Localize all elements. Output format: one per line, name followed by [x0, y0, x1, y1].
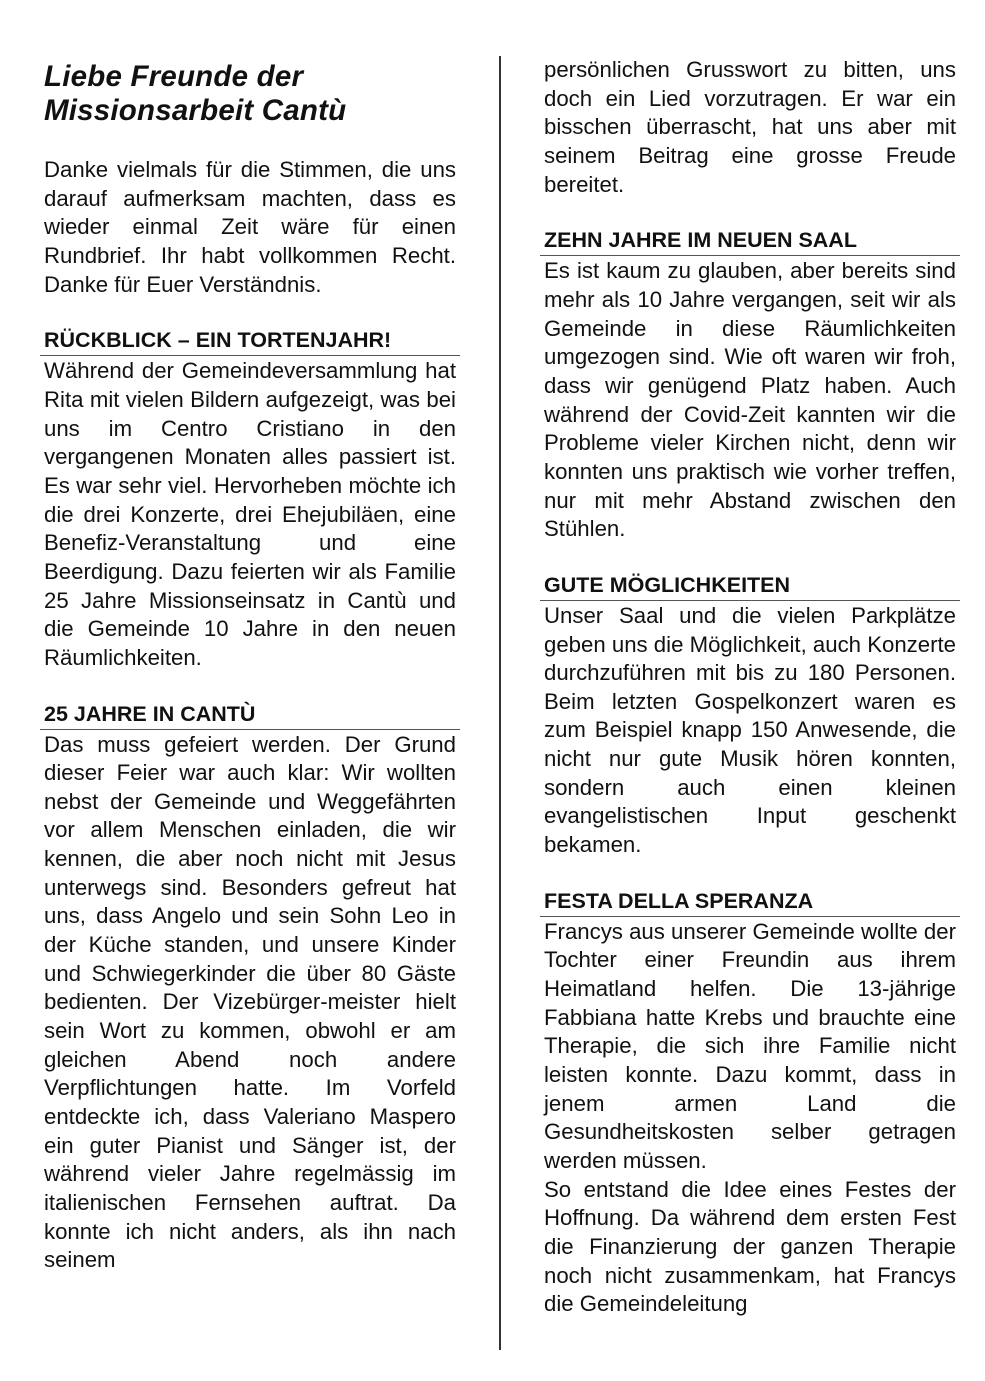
section-paragraph: Während der Gemeindeversammlung hat Rita mit vielen Bildern aufgezeigt, was bei uns im Centro Cristiano in den vergangenen Monaten alles passiert ist. Es war sehr viel. Hervorheben möchte ich die drei Konzerte, drei Ehejubiläen, eine Benefiz-Veranstaltung und eine Beerdigung. Dazu feierten wir als Familie 25 Jahre Missionseinsatz in Cantù und die Gemeinde 10 Jahre in den neuen Räumlichkeiten.: [44, 358, 456, 670]
column-divider: [499, 56, 501, 1350]
section-heading: FESTA DELLA SPERANZA: [544, 888, 956, 916]
section-heading: 25 JAHRE IN CANTÙ: [44, 701, 456, 729]
section-25-jahre: [44, 701, 456, 1275]
section-zehn-jahre: [544, 227, 956, 544]
section-gute-moeglichkeiten: [544, 572, 956, 860]
section-paragraph: Es ist kaum zu glauben, aber bereits sind mehr als 10 Jahre vergangen, seit wir als Gemeinde in diese Räumlichkeiten umgezogen sind. Wie oft waren wir froh, dass wir genügend Platz haben. Auch während der Covid-Zeit kannten wir die Probleme vieler Kirchen nicht, denn wir konnten uns praktisch wie vorher treffen, nur mit mehr Abstand zwischen den Stühlen.: [544, 258, 956, 542]
section-paragraph: So entstand die Idee eines Festes der Hoffnung. Da während dem ersten Fest die Finanzierung der ganzen Therapie noch nicht zusammenkam, hat Francys die Gemeindeleitung: [544, 1176, 956, 1317]
section-paragraph-continued: persönlichen Grusswort zu bitten, uns doch ein Lied vorzutragen. Er war ein bisschen überrascht, hat uns aber mit seinem Beitrag eine grosse Freude bereitet.: [544, 57, 956, 197]
left-column: [44, 56, 456, 1275]
section-heading: ZEHN JAHRE IM NEUEN SAAL: [544, 227, 956, 255]
section-paragraph: Das muss gefeiert werden. Der Grund dieser Feier war auch klar: Wir wollten nebst der Gemeinde und Weggefährten vor allem Menschen einladen, die wir kennen, die aber noch nicht mit Jesus unterwegs sind. Besonders gefreut hat uns, dass Angelo und sein Sohn Leo in der Küche standen, und unsere Kinder und Schwiegerkinder die über 80 Gäste bedienten. Der Vizebürger-meister hielt sein Wort zu kommen, obwohl er am gleichen Abend noch andere Verpflichtungen hatte. Im Vorfeld entdeckte ich, dass Valeriano Maspero ein guter Pianist und Sänger ist, der während vieler Jahre regelmässig im italienischen Fernsehen auftrat. Da konnte ich nicht anders, als ihn nach seinem: [44, 731, 456, 1273]
page-title: Liebe Freunde der Missionsarbeit Cantù: [44, 60, 347, 127]
right-column: [544, 56, 956, 1319]
intro-paragraph: Danke vielmals für die Stimmen, die uns darauf aufmerksam machten, dass es wieder einmal Zeit wäre für einen Rundbrief. Ihr habt vollkommen Recht. Danke für Euer Verständnis.: [44, 157, 456, 297]
section-rueckblick: [44, 327, 456, 672]
section-heading: GUTE MÖGLICHKEITEN: [544, 572, 956, 600]
section-paragraph: Unser Saal und die vielen Parkplätze geben uns die Möglichkeit, auch Konzerte durchzuführen mit bis zu 180 Personen. Beim letzten Gospelkonzert waren es zum Beispiel knapp 150 Anwesende, die nicht nur gute Musik hören konnten, sondern auch einen kleinen evangelistischen Input geschenkt bekamen.: [544, 602, 956, 858]
section-festa-della-speranza: [544, 888, 956, 1319]
section-heading: RÜCKBLICK – EIN TORTENJAHR!: [44, 327, 456, 355]
section-paragraph: Francys aus unserer Gemeinde wollte der Tochter einer Freundin aus ihrem Heimatland helfen. Die 13-jährige Fabbiana hatte Krebs und brauchte eine Therapie, die sich ihre Familie nicht leisten konnte. Dazu kommt, dass in jenem armen Land die Gesundheitskosten selber getragen werden müssen.: [544, 918, 956, 1173]
